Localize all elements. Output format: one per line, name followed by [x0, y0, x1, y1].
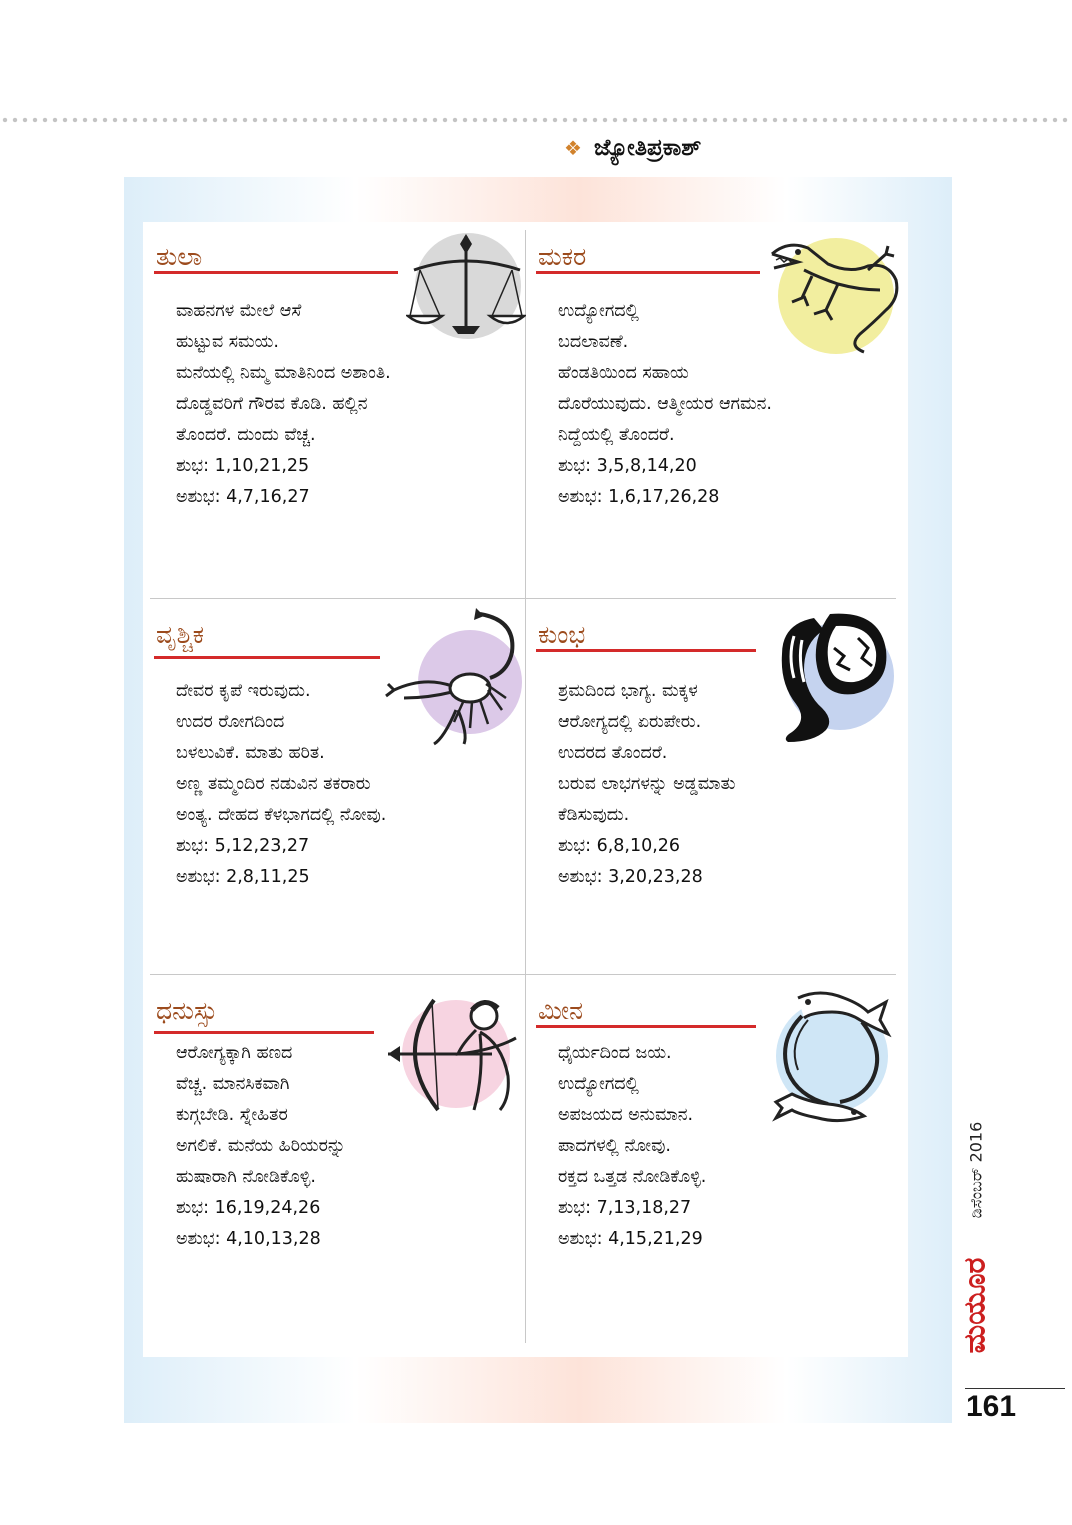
prediction-line: ಅಪಜಯದ ಅನುಮಾನ. [558, 1105, 694, 1125]
prediction-line: ಆರೋಗ್ಯಕ್ಕಾಗಿ ಹಣದ [176, 1043, 293, 1063]
unlucky-numbers: ಅಶುಭ: 4,10,13,28 [176, 1229, 321, 1249]
pisces-fish-icon [768, 990, 892, 1126]
prediction-line: ಅಂತ್ಯ. ದೇಹದ ಕೆಳಭಾಗದಲ್ಲಿ ನೋವು. [176, 805, 387, 825]
page-number: 161 [966, 1390, 1017, 1423]
sign-underline [154, 1031, 374, 1034]
prediction-line: ತೊಂದರೆ. ದುಂದು ವೆಚ್ಚ. [176, 425, 316, 445]
prediction-line: ಪಾದಗಳಲ್ಲಿ ನೋವು. [558, 1136, 671, 1156]
prediction-line: ಬರುವ ಲಾಭಗಳನ್ನು ಅಡ್ಡಮಾತು [558, 774, 736, 794]
lucky-numbers: ಶುಭ: 3,5,8,14,20 [558, 456, 697, 476]
unlucky-numbers: ಅಶುಭ: 3,20,23,28 [558, 867, 703, 887]
prediction-line: ದೇವರ ಕೃಪೆ ಇರುವುದು. [176, 681, 311, 701]
sign-underline [536, 1025, 756, 1028]
prediction-line: ದೊಡ್ಡವರಿಗೆ ಗೌರವ ಕೊಡಿ. ಹಲ್ಲಿನ [176, 394, 368, 414]
sign-underline [536, 649, 756, 652]
prediction-line: ನಿದ್ದೆಯಲ್ಲಿ ತೊಂದರೆ. [558, 425, 675, 445]
capricorn-crocodile-icon [768, 234, 904, 358]
sign-name: ಧನುಸ್ಸು [156, 996, 218, 1025]
prediction-line: ಮನೆಯಲ್ಲಿ ನಿಮ್ಮ ಮಾತಿನಿಂದ ಅಶಾಂತಿ. [176, 363, 391, 383]
issue-date-text: ಡಿಸೆಂಬರ್ 2016 [966, 1121, 985, 1219]
prediction-line: ಶ್ರಮದಿಂದ ಭಾಗ್ಯ. ಮಕ್ಕಳ [558, 681, 698, 701]
unlucky-numbers: ಅಶುಭ: 4,15,21,29 [558, 1229, 703, 1249]
lucky-numbers: ಶುಭ: 1,10,21,25 [176, 456, 310, 476]
magazine-logo-text: ಮಯೂರ [957, 1257, 993, 1353]
aquarius-pot-icon [774, 608, 900, 744]
prediction-line: ವಾಹನಗಳ ಮೇಲೆ ಆಸೆ [176, 301, 302, 321]
prediction-line: ಕೆಡಿಸುವುದು. [558, 805, 630, 825]
scorpio-scorpion-icon [384, 606, 524, 746]
unlucky-numbers: ಅಶುಭ: 4,7,16,27 [176, 487, 310, 507]
magazine-logo [940, 1240, 1010, 1370]
diamond-ornament-icon: ❖ [564, 136, 582, 160]
sign-name: ಮೀನ [538, 996, 584, 1025]
issue-date [952, 1100, 1000, 1240]
prediction-line: ಅಗಲಿಕೆ. ಮನೆಯ ಹಿರಿಯರನ್ನು [176, 1136, 346, 1156]
prediction-line: ಧೈರ್ಯದಿಂದ ಜಯ. [558, 1043, 672, 1063]
prediction-line: ಉದರ ರೋಗದಿಂದ [176, 712, 285, 732]
prediction-line: ಹೆಂಡತಿಯಿಂದ ಸಹಾಯ [558, 363, 689, 383]
sign-underline [536, 271, 760, 274]
prediction-line: ಉದ್ಯೋಗದಲ್ಲಿ [558, 301, 639, 321]
unlucky-numbers: ಅಶುಭ: 1,6,17,26,28 [558, 487, 720, 507]
section-title: ಜ್ಯೋತಿಪ್ರಕಾಶ್ [593, 135, 702, 161]
prediction-line: ಬಳಲುವಿಕೆ. ಮಾತು ಹರಿತ. [176, 743, 325, 763]
prediction-line: ಅಣ್ಣ ತಮ್ಮಂದಿರ ನಡುವಿನ ತಕರಾರು [176, 774, 371, 794]
unlucky-numbers: ಅಶುಭ: 2,8,11,25 [176, 867, 310, 887]
prediction-line: ಬದಲಾವಣೆ. [558, 332, 629, 352]
prediction-line: ವೆಚ್ಚ. ಮಾನಸಿಕವಾಗಿ [176, 1074, 290, 1094]
sign-underline [154, 656, 380, 659]
page-number-rule [965, 1388, 1065, 1389]
row-divider [150, 598, 896, 599]
lucky-numbers: ಶುಭ: 5,12,23,27 [176, 836, 310, 856]
lucky-numbers: ಶುಭ: 16,19,24,26 [176, 1198, 321, 1218]
prediction-line: ರಕ್ತದ ಒತ್ತಡ ನೋಡಿಕೊಳ್ಳಿ. [558, 1167, 707, 1187]
sign-name: ವೃಶ್ಚಿಕ [156, 620, 205, 649]
prediction-line: ಕುಗ್ಗಬೇಡಿ. ಸ್ನೇಹಿತರ [176, 1105, 288, 1125]
prediction-line: ಆರೋಗ್ಯದಲ್ಲಿ ಏರುಪೇರು. [558, 712, 702, 732]
prediction-line: ಹುಟ್ಟುವ ಸಮಯ. [176, 332, 279, 352]
prediction-line: ಉದ್ಯೋಗದಲ್ಲಿ [558, 1074, 639, 1094]
dotted-rule [0, 117, 1072, 123]
lucky-numbers: ಶುಭ: 7,13,18,27 [558, 1198, 692, 1218]
sign-name: ಕುಂಭ [538, 620, 586, 649]
prediction-line: ಉದರದ ತೊಂದರೆ. [558, 743, 668, 763]
prediction-line: ಹುಷಾರಾಗಿ ನೋಡಿಕೊಳ್ಳಿ. [176, 1167, 316, 1187]
prediction-line: ದೊರೆಯುವುದು. ಆತ್ಮೀಯರ ಆಗಮನ. [558, 394, 772, 414]
section-header [564, 130, 701, 166]
lucky-numbers: ಶುಭ: 6,8,10,26 [558, 836, 681, 856]
sagittarius-archer-icon [384, 994, 524, 1112]
sign-underline [154, 271, 398, 274]
sign-name: ಮಕರ [538, 242, 587, 271]
sign-name: ತುಲಾ [156, 242, 203, 271]
row-divider [150, 974, 896, 975]
libra-scales-icon [406, 230, 526, 340]
